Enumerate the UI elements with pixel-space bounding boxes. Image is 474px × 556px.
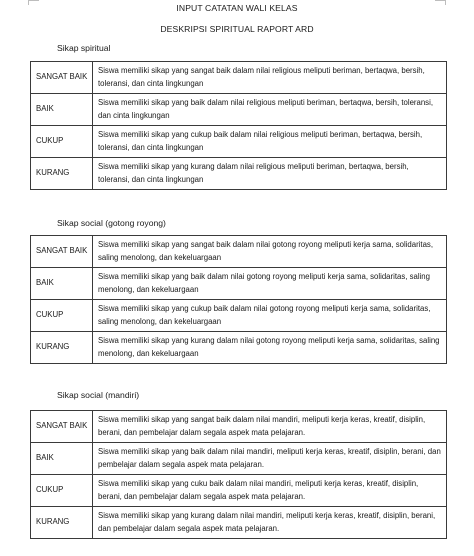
description-cell: Siswa memiliki sikap yang sangat baik dalam nilai religious meliputi beriman, bertaqwa, bersih, toleransi, dan cinta lingkungan bbox=[93, 62, 447, 94]
table-spiritual bbox=[30, 61, 447, 190]
grade-cell: KURANG bbox=[31, 332, 93, 364]
description-cell: Siswa memiliki sikap yang baik dalam nilai mandiri, meliputi kerja keras, kreatif, disiplin, berani, dan pembelajar dalam segala aspek mata pelajaran. bbox=[93, 443, 447, 475]
table-row bbox=[31, 62, 447, 94]
table-row bbox=[31, 475, 447, 507]
table-row bbox=[31, 158, 447, 190]
grade-cell: KURANG bbox=[31, 507, 93, 539]
document-subtitle: DESKRIPSI SPIRITUAL RAPORT ARD bbox=[160, 24, 314, 34]
grade-cell: CUKUP bbox=[31, 475, 93, 507]
table-row bbox=[31, 332, 447, 364]
description-cell: Siswa memiliki sikap yang cuku baik dalam nilai mandiri, meliputi kerja keras, kreatif, disiplin, berani, dan pembelajar dalam segala aspek mata pelajaran. bbox=[93, 475, 447, 507]
grade-cell: BAIK bbox=[31, 94, 93, 126]
table-row bbox=[31, 443, 447, 475]
description-cell: Siswa memiliki sikap yang cukup baik dalam nilai religious meliputi beriman, bertaqwa, bersih, toleransi, dan cinta lingkungan bbox=[93, 126, 447, 158]
table-row bbox=[31, 507, 447, 539]
table-row bbox=[31, 126, 447, 158]
grade-cell: CUKUP bbox=[31, 300, 93, 332]
description-cell: Siswa memiliki sikap yang cukup baik dalam nilai gotong royong meliputi kerja sama, solidaritas, saling menolong, dan kekeluargaan bbox=[93, 300, 447, 332]
table-row bbox=[31, 411, 447, 443]
section-label-spiritual: Sikap spiritual bbox=[57, 43, 111, 53]
description-cell: Siswa memiliki sikap yang kurang dalam nilai religious meliputi beriman, bertaqwa, bersih, toleransi, dan cinta lingkungan bbox=[93, 158, 447, 190]
grade-cell: BAIK bbox=[31, 443, 93, 475]
table-row bbox=[31, 300, 447, 332]
section-label-gotong-royong: Sikap social (gotong royong) bbox=[57, 218, 166, 228]
table-gotong-royong bbox=[30, 235, 447, 364]
table-row bbox=[31, 268, 447, 300]
section-label-mandiri: Sikap social (mandiri) bbox=[57, 390, 140, 400]
grade-cell: BAIK bbox=[31, 268, 93, 300]
grade-cell: SANGAT BAIK bbox=[31, 411, 93, 443]
table-row bbox=[31, 94, 447, 126]
description-cell: Siswa memiliki sikap yang sangat baik dalam nilai gotong royong meliputi kerja sama, solidaritas, saling menolong, dan kekeluargaan bbox=[93, 236, 447, 268]
description-cell: Siswa memiliki sikap yang baik dalam nilai gotong royong meliputi kerja sama, solidaritas, saling menolong, dan kekeluargaan bbox=[93, 268, 447, 300]
description-cell: Siswa memiliki sikap yang sangat baik dalam nilai mandiri, meliputi kerja keras, kreatif, disiplin, berani, dan pembelajar dalam segala aspek mata pelajaran. bbox=[93, 411, 447, 443]
grade-cell: SANGAT BAIK bbox=[31, 62, 93, 94]
description-cell: Siswa memiliki sikap yang kurang dalam nilai gotong royong meliputi kerja sama, solidaritas, saling menolong, dan kekeluargaan bbox=[93, 332, 447, 364]
grade-cell: CUKUP bbox=[31, 126, 93, 158]
document-title: INPUT CATATAN WALI KELAS bbox=[176, 3, 298, 13]
grade-cell: SANGAT BAIK bbox=[31, 236, 93, 268]
table-mandiri bbox=[30, 410, 447, 539]
description-cell: Siswa memiliki sikap yang kurang dalam nilai mandiri, meliputi kerja keras, kreatif, disiplin, berani, dan pembelajar dalam segala aspek mata pelajaran. bbox=[93, 507, 447, 539]
description-cell: Siswa memiliki sikap yang baik dalam nilai religious meliputi beriman, bertaqwa, bersih, toleransi, dan cinta lingkungan bbox=[93, 94, 447, 126]
table-row bbox=[31, 236, 447, 268]
grade-cell: KURANG bbox=[31, 158, 93, 190]
